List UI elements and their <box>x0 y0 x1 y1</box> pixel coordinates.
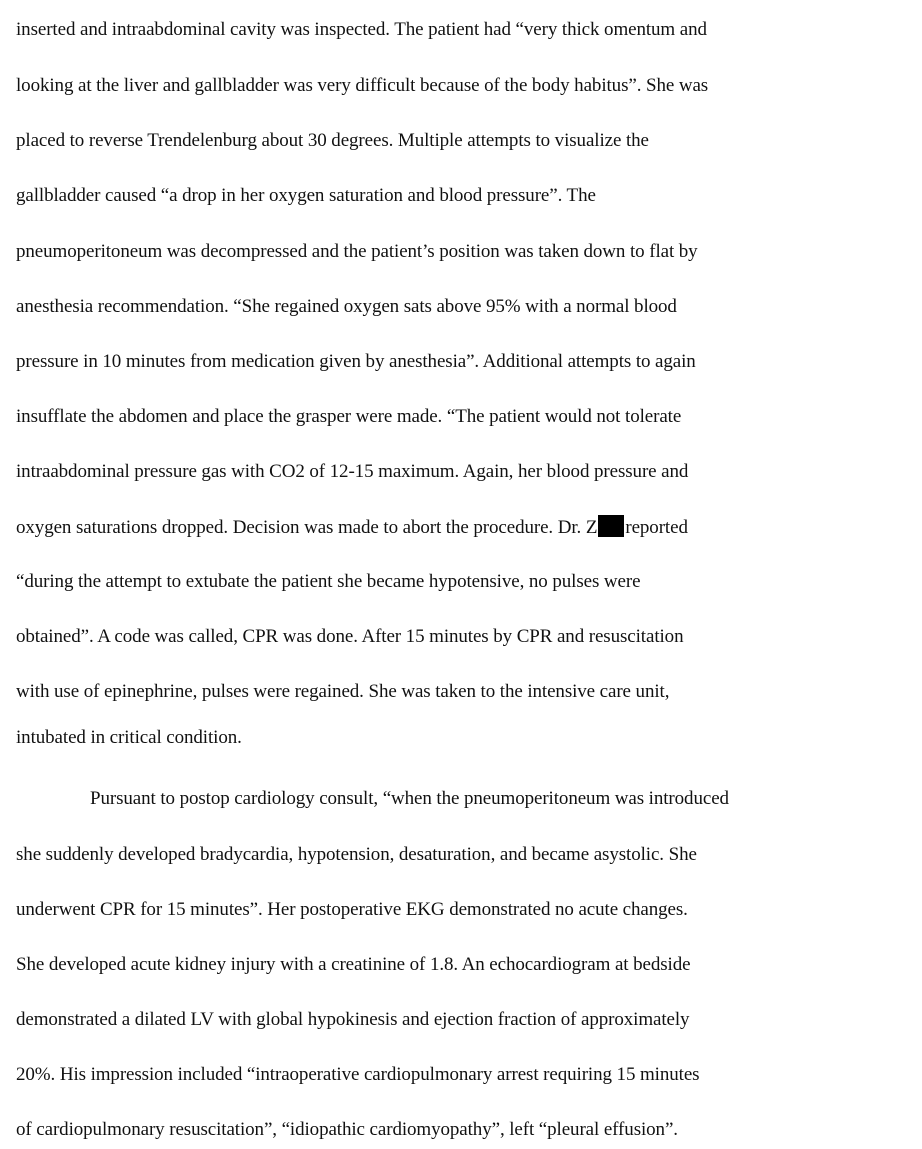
text-line-content: She developed acute kidney injury with a creatinine of 1.8. An echocardiogram at bedside <box>16 954 691 975</box>
text-line-content: reported <box>625 517 688 538</box>
text-line <box>16 240 912 264</box>
text-line <box>16 1118 912 1142</box>
text-line <box>16 726 912 750</box>
text-line-content: Pursuant to postop cardiology consult, “when the pneumoperitoneum was introduced <box>90 788 729 809</box>
text-line-content: 20%. His impression included “intraoperative cardiopulmonary arrest requiring 15 minutes <box>16 1064 700 1085</box>
text-line <box>16 184 912 208</box>
text-line-content: inserted and intraabdominal cavity was inspected. The patient had “very thick omentum and <box>16 19 707 40</box>
text-line-content: placed to reverse Trendelenburg about 30 degrees. Multiple attempts to visualize the <box>16 130 649 151</box>
paragraph-first-line <box>90 787 912 811</box>
text-line-content: intubated in critical condition. <box>16 727 242 748</box>
text-line-content: oxygen saturations dropped. Decision was made to abort the procedure. Dr. Z <box>16 517 598 538</box>
text-line-content: anesthesia recommendation. “She regained oxygen sats above 95% with a normal blood <box>16 296 677 317</box>
text-line-content: pneumoperitoneum was decompressed and the patient’s position was taken down to flat by <box>16 241 698 262</box>
text-line-content: intraabdominal pressure gas with CO2 of 12-15 maximum. Again, her blood pressure and <box>16 461 689 482</box>
text-line <box>16 74 912 98</box>
text-line <box>16 625 912 649</box>
redaction-box <box>598 515 624 537</box>
text-line <box>16 18 912 42</box>
text-line <box>16 350 912 374</box>
text-line <box>16 1063 912 1087</box>
text-line <box>16 898 912 922</box>
text-line-content: of cardiopulmonary resuscitation”, “idiopathic cardiomyopathy”, left “pleural effusion”. <box>16 1119 678 1140</box>
text-line-content: gallbladder caused “a drop in her oxygen saturation and blood pressure”. The <box>16 185 596 206</box>
text-line <box>16 843 912 867</box>
text-line-content: obtained”. A code was called, CPR was done. After 15 minutes by CPR and resuscitation <box>16 626 684 647</box>
text-line-content: looking at the liver and gallbladder was very difficult because of the body habitus”. She was <box>16 75 709 96</box>
text-line-content: insufflate the abdomen and place the grasper were made. “The patient would not tolerate <box>16 406 682 427</box>
text-line <box>16 953 912 977</box>
text-line-content: she suddenly developed bradycardia, hypotension, desaturation, and became asystolic. She <box>16 844 697 865</box>
text-line-content: demonstrated a dilated LV with global hypokinesis and ejection fraction of approximately <box>16 1009 690 1030</box>
text-line <box>16 460 912 484</box>
text-line <box>16 1008 912 1032</box>
text-line <box>16 129 912 153</box>
text-line <box>16 570 912 594</box>
text-line <box>16 405 912 429</box>
text-line-with-redaction <box>16 515 912 540</box>
text-line <box>16 295 912 319</box>
text-line-content: “during the attempt to extubate the patient she became hypotensive, no pulses were <box>16 571 641 592</box>
text-line-content: pressure in 10 minutes from medication given by anesthesia”. Additional attempts to again <box>16 351 696 372</box>
text-line-content: with use of epinephrine, pulses were regained. She was taken to the intensive care unit, <box>16 681 670 702</box>
text-line <box>16 680 912 704</box>
text-line-content: underwent CPR for 15 minutes”. Her postoperative EKG demonstrated no acute changes. <box>16 899 688 920</box>
